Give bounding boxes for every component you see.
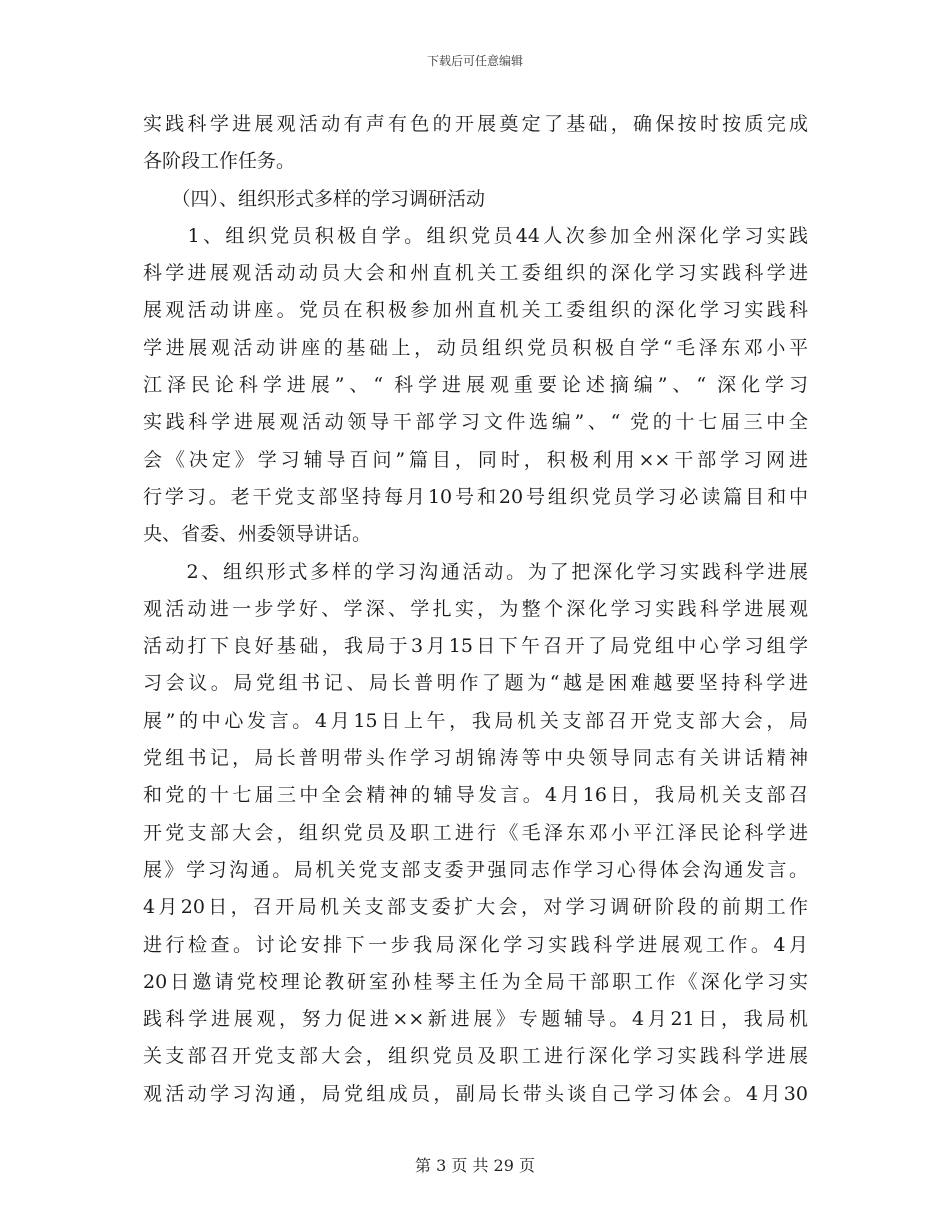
text-line: 会《决定》学习辅导百问”篇目，同时，积极利用××干部学习网进 <box>143 448 808 471</box>
text-line: 观活动学习沟通，局党组成员，副局长带头谈自己学习体会。4月30 <box>143 1082 808 1105</box>
text-line: 1、组织党员积极自学。组织党员44人次参加全州深化学习实践 <box>143 224 808 247</box>
text-line: 进行检查。讨论安排下一步我局深化学习实践科学进展观工作。4月 <box>143 933 808 956</box>
text-line: 展”的中心发言。4月15日上午，我局机关支部召开党支部大会，局 <box>143 709 808 732</box>
text-line: 科学进展观活动动员大会和州直机关工委组织的深化学习实践科学进 <box>143 262 808 285</box>
text-line: 开党支部大会，组织党员及职工进行《毛泽东邓小平江泽民论科学进 <box>143 821 808 844</box>
text-line: 江泽民论科学进展”、“ 科学进展观重要论述摘编”、“ 深化学习 <box>143 374 808 397</box>
text-line: 实践科学进展观活动有声有色的开展奠定了基础，确保按时按质完成 <box>143 113 808 135</box>
section-heading: （四）、组织形式多样的学习调研活动 <box>143 187 486 210</box>
text-line: 各阶段工作任务。 <box>143 150 296 173</box>
text-line: 展》学习沟通。局机关党支部支委尹强同志作学习心得体会沟通发言。 <box>143 858 808 881</box>
text-line: 20日邀请党校理论教研室孙桂琴主任为全局干部职工作《深化学习实 <box>143 970 808 993</box>
text-line: 活动打下良好基础，我局于3月15日下午召开了局党组中心学习组学 <box>143 635 808 658</box>
text-line: 4月20日，召开局机关支部支委扩大会，对学习调研阶段的前期工作 <box>143 896 808 919</box>
page-header-note: 下载后可任意编辑 <box>426 54 523 68</box>
text-line: 学进展观活动讲座的基础上，动员组织党员积极自学“毛泽东邓小平 <box>143 336 808 359</box>
text-line: 党组书记，局长普明带头作学习胡锦涛等中央领导同志有关讲话精神 <box>143 747 808 770</box>
text-line: 实践科学进展观活动领导干部学习文件选编”、“ 党的十七届三中全 <box>143 411 808 434</box>
text-line: 践科学进展观，努力促进××新进展》专题辅导。4月21日，我局机 <box>143 1008 808 1031</box>
text-line: 行学习。老干党支部坚持每月10号和20号组织党员学习必读篇目和中 <box>143 485 808 508</box>
text-line: 习会议。局党组书记、局长普明作了题为“越是困难越要坚持科学进 <box>143 672 808 695</box>
text-line: 展观活动讲座。党员在积极参加州直机关工委组织的深化学习实践科 <box>143 299 808 322</box>
document-body <box>143 106 808 1113</box>
text-line: 央、省委、州委领导讲话。 <box>143 523 372 546</box>
text-line: 关支部召开党支部大会，组织党员及职工进行深化学习实践科学进展 <box>143 1045 808 1068</box>
text-line: 观活动进一步学好、学深、学扎实，为整个深化学习实践科学进展观 <box>143 597 808 620</box>
page-number: 第 3 页 共 29 页 <box>415 1156 535 1175</box>
text-line: 和党的十七届三中全会精神的辅导发言。4月16日，我局机关支部召 <box>143 784 808 807</box>
text-line: 2、组织形式多样的学习沟通活动。为了把深化学习实践科学进展 <box>143 560 808 583</box>
